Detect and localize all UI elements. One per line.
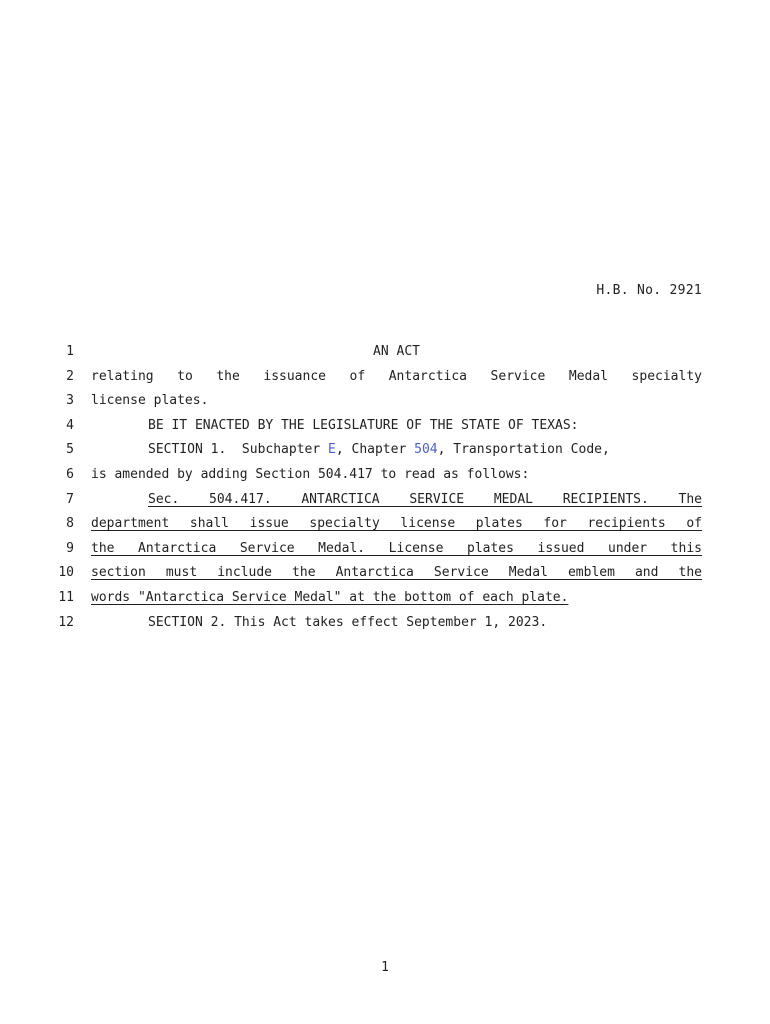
- chapter-link[interactable]: 504: [414, 442, 438, 458]
- bill-line: [0, 367, 770, 392]
- bill-line: [0, 514, 770, 539]
- bill-line: [0, 342, 770, 367]
- amendment-text: words "Antarctica Service Medal" at the bottom of each plate.: [91, 589, 569, 605]
- section-1-text: , Chapter: [335, 442, 415, 458]
- amendment-text: section must include the Antarctica Service Medal emblem and the: [91, 565, 702, 581]
- bill-number: H.B. No. 2921: [596, 283, 702, 298]
- bill-line: [0, 490, 770, 515]
- bill-line: [0, 613, 770, 638]
- bill-line: [0, 465, 770, 490]
- bill-line: [0, 539, 770, 564]
- line-number: 5: [66, 442, 74, 458]
- bill-line: [0, 588, 770, 613]
- amendment-text: department shall issue specialty license plates for recipients of: [91, 516, 702, 532]
- bill-text: [0, 342, 770, 637]
- bill-line: [0, 416, 770, 441]
- line-number: 7: [66, 491, 74, 507]
- section-1-text: SECTION 1. Subchapter: [148, 442, 329, 458]
- line-number: 1: [66, 344, 74, 359]
- bill-line: [0, 391, 770, 416]
- line-number: 4: [66, 417, 74, 433]
- line-number: 8: [66, 516, 74, 532]
- line-number: 2: [66, 368, 74, 384]
- bill-line: [0, 563, 770, 588]
- line-number: 10: [58, 565, 74, 581]
- caption-text: relating to the issuance of Antarctica Service Medal specialty: [91, 368, 702, 384]
- page-number: 1: [381, 960, 389, 975]
- line-number: 11: [58, 589, 74, 605]
- line-number: 6: [66, 466, 74, 482]
- line-number: 3: [66, 393, 74, 409]
- line-number: 9: [66, 540, 74, 556]
- section-1-text: , Transportation Code,: [437, 442, 610, 458]
- line-number: 12: [58, 614, 74, 630]
- act-title: AN ACT: [373, 344, 420, 359]
- amendment-text-wrap: [91, 490, 702, 510]
- enacting-clause: BE IT ENACTED BY THE LEGISLATURE OF THE STATE OF TEXAS:: [148, 417, 579, 433]
- section-1-text: is amended by adding Section 504.417 to read as follows:: [91, 466, 530, 482]
- section-1-intro: [91, 440, 702, 460]
- caption-text: license plates.: [91, 393, 209, 409]
- bill-line: [0, 440, 770, 465]
- amendment-text: Sec. 504.417. ANTARCTICA SERVICE MEDAL RECIPIENTS. The: [148, 491, 702, 507]
- subchapter-link[interactable]: E: [328, 442, 336, 458]
- amendment-text: the Antarctica Service Medal. License plates issued under this: [91, 540, 702, 556]
- effective-date-section: SECTION 2. This Act takes effect September 1, 2023.: [148, 614, 548, 630]
